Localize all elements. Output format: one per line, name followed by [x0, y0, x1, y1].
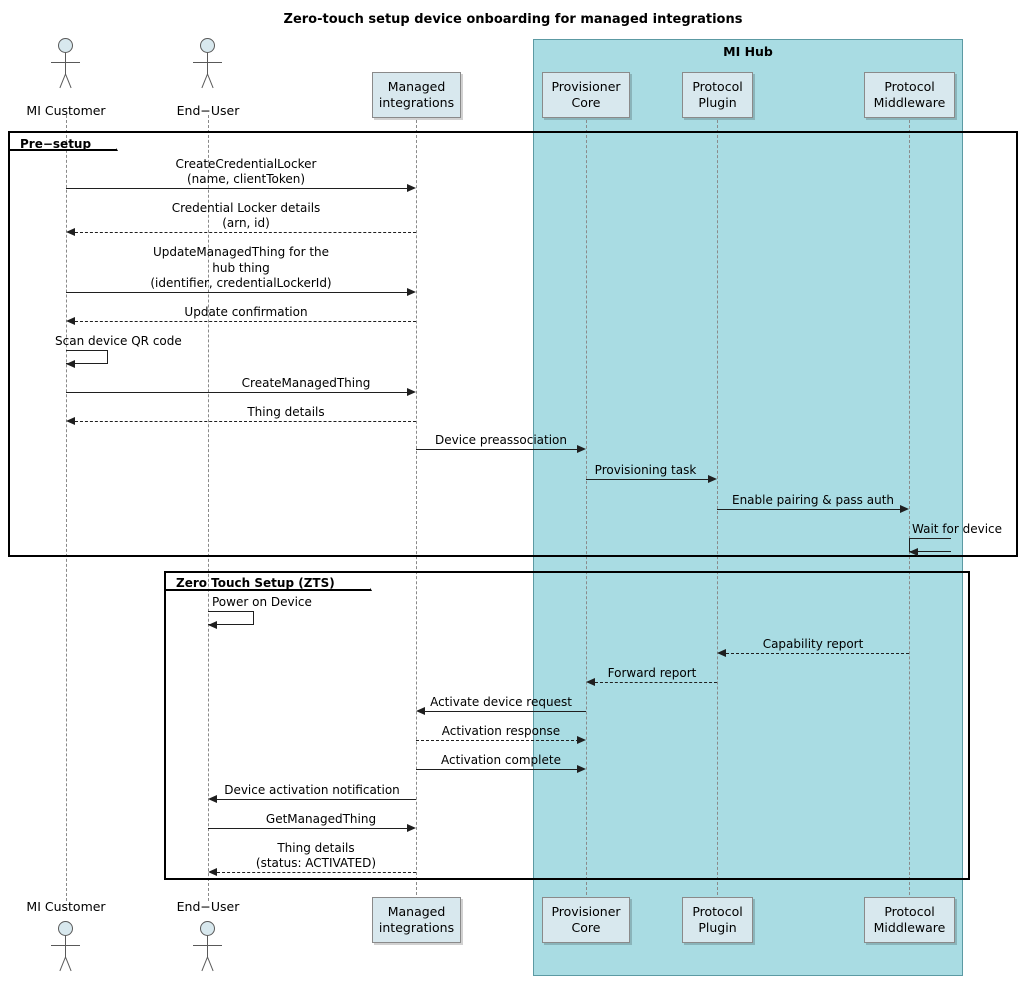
message-label-m10: Enable pairing & pass auth	[731, 493, 895, 507]
actor-body-icon	[207, 53, 208, 75]
participant-protocol-middleware-bottom[interactable]	[864, 897, 955, 943]
actor-head-icon	[200, 38, 215, 53]
participant-protocol-plugin-bottom[interactable]	[682, 897, 753, 943]
message-arrowhead-m8	[577, 445, 586, 453]
participant-label-line2: Plugin	[698, 920, 737, 935]
message-label-m9: Provisioning task	[594, 463, 697, 477]
message-label-m3-line2: hub thing	[212, 261, 270, 275]
actor-body-icon	[207, 936, 208, 958]
actor-arms-icon	[193, 62, 222, 63]
message-line-m10	[717, 509, 902, 510]
message-line-m9	[586, 479, 710, 480]
message-label-m13: Capability report	[762, 637, 864, 651]
actor-end-user-top	[188, 38, 228, 94]
message-label-m1-line1: CreateCredentialLocker	[175, 157, 317, 171]
message-arrowhead-m2	[66, 228, 75, 236]
participant-label-end-user-bottom: End−User	[176, 899, 240, 914]
participant-label-line2: Middleware	[873, 95, 946, 110]
message-arrowhead-m4	[66, 317, 75, 325]
actor-leg-icon	[207, 957, 214, 971]
participant-protocol-plugin-top[interactable]	[682, 72, 753, 118]
message-arrowhead-m19	[407, 824, 416, 832]
actor-head-icon	[200, 921, 215, 936]
message-arrowhead-m13	[717, 649, 726, 657]
actor-head-icon	[58, 38, 73, 53]
message-arrowhead-m12	[208, 621, 217, 629]
message-arrowhead-m10	[900, 505, 909, 513]
message-arrowhead-m17	[577, 765, 586, 773]
message-arrowhead-m7	[66, 417, 75, 425]
message-label-m2-line2: (arn, id)	[222, 216, 270, 230]
message-line-m4	[75, 321, 416, 322]
participant-label-line1: Protocol	[884, 79, 935, 95]
message-label-m15: Activate device request	[430, 695, 572, 709]
message-label-m11: Wait for device	[912, 522, 1003, 536]
message-label-m3-line3: (identifier, credentialLockerId)	[150, 276, 332, 290]
message-label-m18: Device activation notification	[224, 783, 400, 797]
participant-protocol-middleware-top[interactable]	[864, 72, 955, 118]
actor-mi-customer-top	[46, 38, 86, 94]
message-label-m16: Activation response	[441, 724, 561, 738]
actor-arms-icon	[193, 945, 222, 946]
message-label-m3-line1: UpdateManagedThing for the	[152, 245, 330, 259]
message-label-m8: Device preassociation	[435, 433, 567, 447]
message-line-m6	[66, 392, 409, 393]
message-arrowhead-m20	[208, 868, 217, 876]
participant-label-mi-customer-top: MI Customer	[26, 103, 106, 118]
participant-label-line1: Protocol	[884, 904, 935, 920]
message-line-m2	[75, 232, 416, 233]
actor-arms-icon	[51, 62, 80, 63]
participant-label-line1: Protocol	[692, 904, 743, 920]
message-label-m14: Forward report	[607, 666, 697, 680]
message-arrowhead-m6	[407, 388, 416, 396]
actor-arms-icon	[51, 945, 80, 946]
participant-label-line1: Protocol	[692, 79, 743, 95]
participant-label-line1: Provisioner	[551, 904, 621, 920]
participant-label-line1: Provisioner	[551, 79, 621, 95]
participant-label-line2: Plugin	[698, 95, 737, 110]
message-label-m2-line1: Credential Locker details	[171, 201, 321, 215]
actor-leg-icon	[65, 74, 72, 88]
message-label-m20-line1: Thing details	[277, 841, 355, 855]
message-arrowhead-m5	[66, 360, 75, 368]
message-label-m4: Update confirmation	[184, 305, 308, 319]
message-label-m12: Power on Device	[212, 595, 312, 609]
message-line-m3	[66, 292, 409, 293]
participant-label-line2: Core	[571, 920, 601, 935]
message-arrowhead-m15	[416, 707, 425, 715]
actor-leg-icon	[65, 957, 72, 971]
message-arrowhead-m9	[708, 475, 717, 483]
fragment-label-zts: Zero Touch Setup (ZTS)	[176, 576, 335, 590]
actor-body-icon	[65, 53, 66, 75]
message-label-m7: Thing details	[247, 405, 325, 419]
actor-mi-customer-bottom	[46, 921, 86, 977]
actor-end-user-bottom	[188, 921, 228, 977]
actor-head-icon	[58, 921, 73, 936]
message-line-m19	[208, 828, 409, 829]
actor-body-icon	[65, 936, 66, 958]
message-label-m1-line2: (name, clientToken)	[186, 172, 306, 186]
participant-label-line2: Core	[571, 95, 601, 110]
message-arrowhead-m18	[208, 795, 217, 803]
message-arrowhead-m14	[586, 678, 595, 686]
message-label-m6: CreateManagedThing	[241, 376, 371, 390]
message-line-m17	[416, 769, 579, 770]
participant-provisioner-core-top[interactable]	[542, 72, 630, 118]
message-line-m8	[416, 449, 579, 450]
participant-label-line1: Managed	[387, 79, 446, 95]
message-line-m13	[726, 653, 909, 654]
message-line-m7	[75, 421, 416, 422]
participant-label-line2: integrations	[378, 920, 455, 935]
participant-managed-integrations-top[interactable]	[372, 72, 461, 118]
participant-managed-integrations-bottom[interactable]	[372, 897, 461, 943]
participant-label-end-user-top: End−User	[176, 103, 240, 118]
message-arrowhead-m3	[407, 288, 416, 296]
message-line-m1	[66, 188, 409, 189]
participant-label-line2: integrations	[378, 95, 455, 110]
fragment-label-pre-setup: Pre−setup	[20, 137, 92, 151]
participant-label-line2: Middleware	[873, 920, 946, 935]
group-label-mi-hub: MI Hub	[723, 44, 773, 59]
participant-label-mi-customer-bottom: MI Customer	[26, 899, 106, 914]
message-line-m15	[425, 711, 586, 712]
message-arrowhead-m16	[577, 736, 586, 744]
participant-provisioner-core-bottom[interactable]	[542, 897, 630, 943]
actor-leg-icon	[207, 74, 214, 88]
message-label-m19: GetManagedThing	[265, 812, 377, 826]
participant-label-line1: Managed	[387, 904, 446, 920]
message-label-m5: Scan device QR code	[55, 334, 182, 348]
message-line-m16	[416, 740, 579, 741]
message-arrowhead-m1	[407, 184, 416, 192]
message-line-m20	[217, 872, 416, 873]
message-label-m17: Activation complete	[441, 753, 561, 767]
message-label-m20-line2: (status: ACTIVATED)	[255, 856, 377, 870]
message-arrowhead-m11	[909, 548, 918, 556]
diagram-title: Zero-touch setup device onboarding for managed integrations	[283, 12, 743, 27]
message-line-m14	[595, 682, 717, 683]
message-line-m18	[217, 799, 416, 800]
